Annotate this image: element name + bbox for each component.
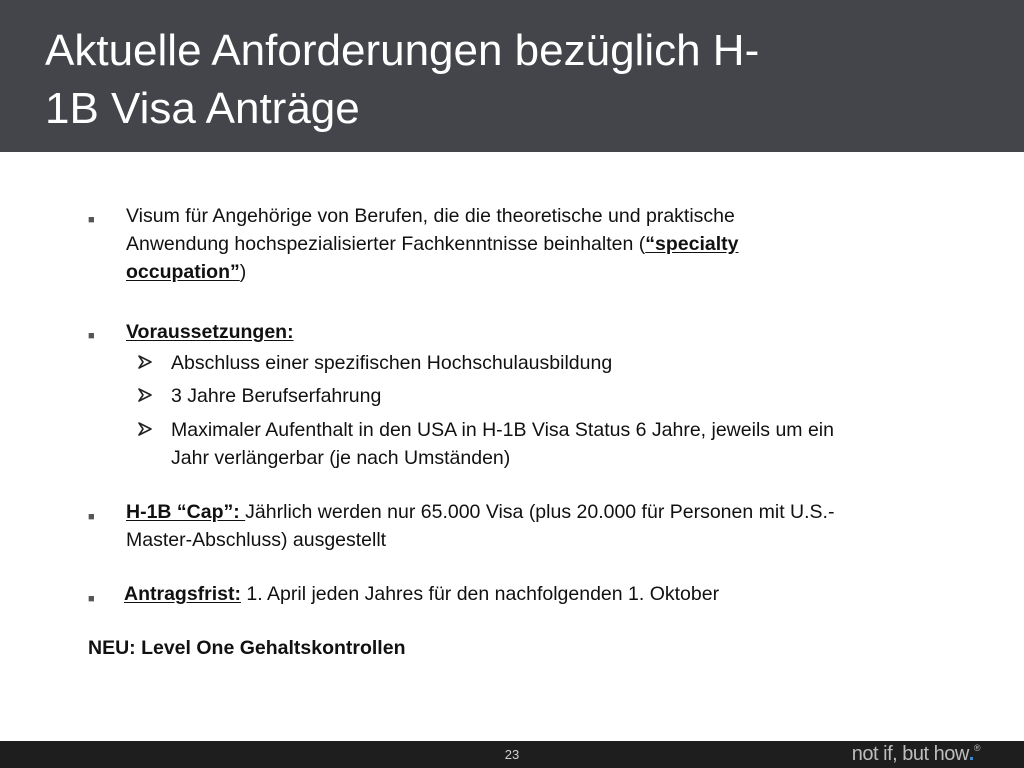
specialty-term: “specialty bbox=[645, 233, 739, 255]
square-bullet-icon: ■ bbox=[88, 593, 95, 605]
bullet-specialty-occupation bbox=[126, 202, 886, 286]
title-line-1: Aktuelle Anforderungen bezüglich H- bbox=[45, 26, 760, 75]
bullet-1-line-2: Anwendung hochspezialisierter Fachkenntnisse beinhalten ( bbox=[126, 233, 646, 255]
occupation-term: occupation” bbox=[126, 261, 240, 283]
brand-tagline bbox=[852, 743, 980, 766]
arrow-bullet-icon bbox=[137, 387, 153, 403]
tagline-dot-icon: . bbox=[968, 743, 974, 765]
sub-item-aufenthalt bbox=[171, 416, 971, 472]
square-bullet-icon: ■ bbox=[88, 330, 95, 342]
square-bullet-icon: ■ bbox=[88, 511, 95, 523]
page-number: 23 bbox=[504, 747, 520, 762]
square-bullet-icon: ■ bbox=[88, 214, 95, 226]
closing-paren: ) bbox=[239, 261, 247, 283]
title-line-2: 1B Visa Anträge bbox=[45, 84, 360, 133]
sub-item-2-text: 3 Jahre Berufserfahrung bbox=[171, 385, 382, 407]
note-text: NEU: Level One Gehaltskontrollen bbox=[88, 637, 406, 659]
arrow-bullet-icon bbox=[137, 421, 153, 437]
bullet-1-line-1: Visum für Angehörige von Berufen, die die theoretische und praktische bbox=[126, 205, 735, 227]
sub-item-berufserfahrung bbox=[171, 382, 381, 410]
tagline-text: not if, but how bbox=[851, 743, 969, 765]
bullet-voraussetzungen bbox=[126, 318, 294, 346]
sub-item-3-line-1: Maximaler Aufenthalt in den USA in H-1B Visa Status 6 Jahre, jeweils um ein bbox=[171, 419, 834, 441]
bullet-antragsfrist bbox=[124, 580, 984, 608]
h1b-cap-line-1: Jährlich werden nur 65.000 Visa (plus 20.000 für Personen mit U.S.- bbox=[245, 501, 835, 523]
sub-item-1-text: Abschluss einer spezifischen Hochschulausbildung bbox=[171, 352, 613, 374]
title-bar bbox=[0, 0, 1024, 152]
antragsfrist-label: Antragsfrist: bbox=[124, 583, 242, 605]
registered-mark: ® bbox=[973, 743, 980, 753]
neu-level-one-note bbox=[88, 634, 405, 662]
sub-item-3-line-2: Jahr verlängerbar (je nach Umständen) bbox=[171, 447, 511, 469]
voraussetzungen-heading: Voraussetzungen: bbox=[126, 321, 294, 343]
footer-bar bbox=[0, 741, 1024, 768]
h1b-cap-label: H-1B “Cap”: bbox=[126, 501, 246, 523]
h1b-cap-line-2: Master-Abschluss) ausgestellt bbox=[126, 529, 387, 551]
slide-title bbox=[45, 22, 945, 138]
sub-item-hochschule bbox=[171, 349, 612, 377]
antragsfrist-text: 1. April jeden Jahres für den nachfolgenden 1. Oktober bbox=[241, 583, 720, 605]
arrow-bullet-icon bbox=[137, 354, 153, 370]
bullet-h1b-cap bbox=[126, 498, 986, 554]
